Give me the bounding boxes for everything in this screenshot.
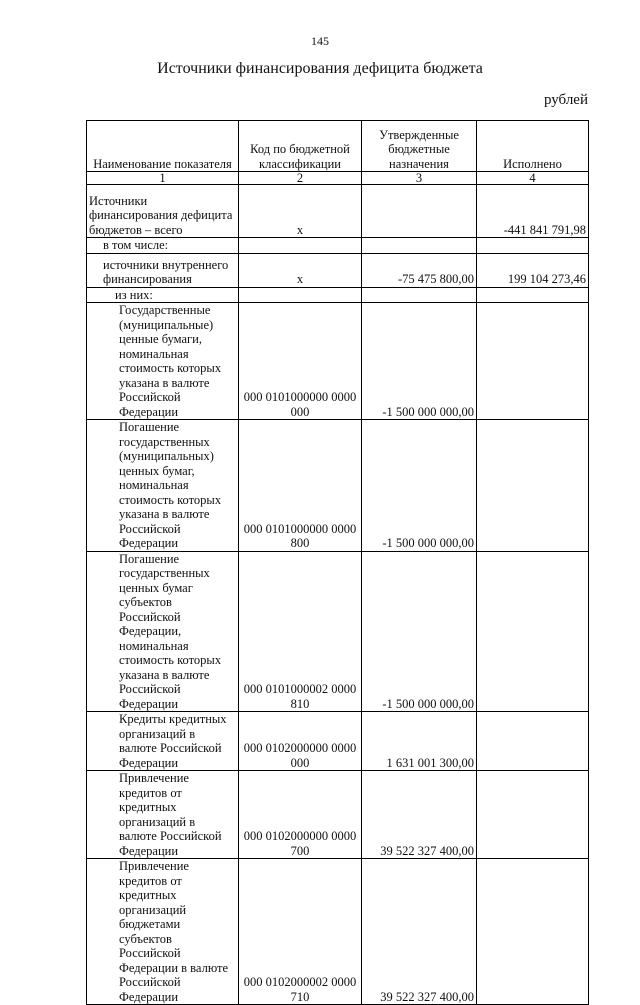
- table-row: [87, 551, 589, 712]
- row-code: 000 0102000000 0000 000: [239, 712, 362, 771]
- row-code: 000 0102000002 0000 710: [239, 859, 362, 1005]
- column-number: 3: [362, 172, 477, 185]
- row-name: в том числе:: [87, 238, 239, 254]
- column-number: 2: [239, 172, 362, 185]
- row-code: x: [239, 253, 362, 287]
- row-code: x: [239, 185, 362, 238]
- budget-sources-table: [86, 120, 589, 1005]
- table-row: [87, 420, 589, 552]
- row-name: Привлечение кредитов от кредитных организаций бюджетами субъектов Российской Федерации в валюте Российской Федерации: [87, 859, 239, 1005]
- row-approved: [362, 287, 477, 303]
- row-code: [239, 238, 362, 254]
- header-budget-code: Код по бюджетной классификации: [239, 121, 362, 172]
- row-executed: [477, 303, 589, 420]
- row-name: источники внутреннего финансирования: [87, 253, 239, 287]
- row-approved: [362, 185, 477, 238]
- row-executed: [477, 287, 589, 303]
- row-approved: -75 475 800,00: [362, 253, 477, 287]
- row-name: Кредиты кредитных организаций в валюте Российской Федерации: [87, 712, 239, 771]
- column-number-row: [87, 172, 589, 185]
- header-approved: Утвержденные бюджетные назначения: [362, 121, 477, 172]
- row-executed: 199 104 273,46: [477, 253, 589, 287]
- table-row: [87, 859, 589, 1005]
- row-code: 000 0101000002 0000 810: [239, 551, 362, 712]
- units-label: рублей: [543, 92, 588, 108]
- table-row: [87, 253, 589, 287]
- column-number: 4: [477, 172, 589, 185]
- header-executed: Исполнено: [477, 121, 589, 172]
- header-indicator-name: Наименование показателя: [87, 121, 239, 172]
- row-name: Источники финансирования дефицита бюджетов – всего: [87, 185, 239, 238]
- table-row: [87, 303, 589, 420]
- row-name: Государственные (муниципальные) ценные бумаги, номинальная стоимость которых указана в валюте Российской Федерации: [87, 303, 239, 420]
- row-executed: [477, 771, 589, 859]
- row-approved: 39 522 327 400,00: [362, 771, 477, 859]
- table-row: [87, 185, 589, 238]
- row-approved: 1 631 001 300,00: [362, 712, 477, 771]
- row-approved: 39 522 327 400,00: [362, 859, 477, 1005]
- table-row: [87, 287, 589, 303]
- row-executed: -441 841 791,98: [477, 185, 589, 238]
- row-name: Погашение государственных ценных бумаг субъектов Российской Федерации, номинальная стоимость которых указана в валюте Российской Федерации: [87, 551, 239, 712]
- column-number: 1: [87, 172, 239, 185]
- page-number: 145: [311, 34, 329, 48]
- row-approved: -1 500 000 000,00: [362, 420, 477, 552]
- row-executed: [477, 551, 589, 712]
- row-executed: [477, 420, 589, 552]
- row-executed: [477, 238, 589, 254]
- row-code: 000 0101000000 0000 800: [239, 420, 362, 552]
- row-name: Погашение государственных (муниципальных) ценных бумаг, номинальная стоимость которых указана в валюте Российской Федерации: [87, 420, 239, 552]
- table-row: [87, 238, 589, 254]
- row-approved: -1 500 000 000,00: [362, 303, 477, 420]
- row-name: из них:: [87, 287, 239, 303]
- row-executed: [477, 712, 589, 771]
- document-title: Источники финансирования дефицита бюджета: [157, 60, 483, 77]
- table-row: [87, 712, 589, 771]
- row-code: [239, 287, 362, 303]
- row-name: Привлечение кредитов от кредитных организаций в валюте Российской Федерации: [87, 771, 239, 859]
- row-executed: [477, 859, 589, 1005]
- row-code: 000 0101000000 0000 000: [239, 303, 362, 420]
- table-header: [87, 121, 589, 172]
- row-code: 000 0102000000 0000 700: [239, 771, 362, 859]
- table-row: [87, 771, 589, 859]
- row-approved: -1 500 000 000,00: [362, 551, 477, 712]
- row-approved: [362, 238, 477, 254]
